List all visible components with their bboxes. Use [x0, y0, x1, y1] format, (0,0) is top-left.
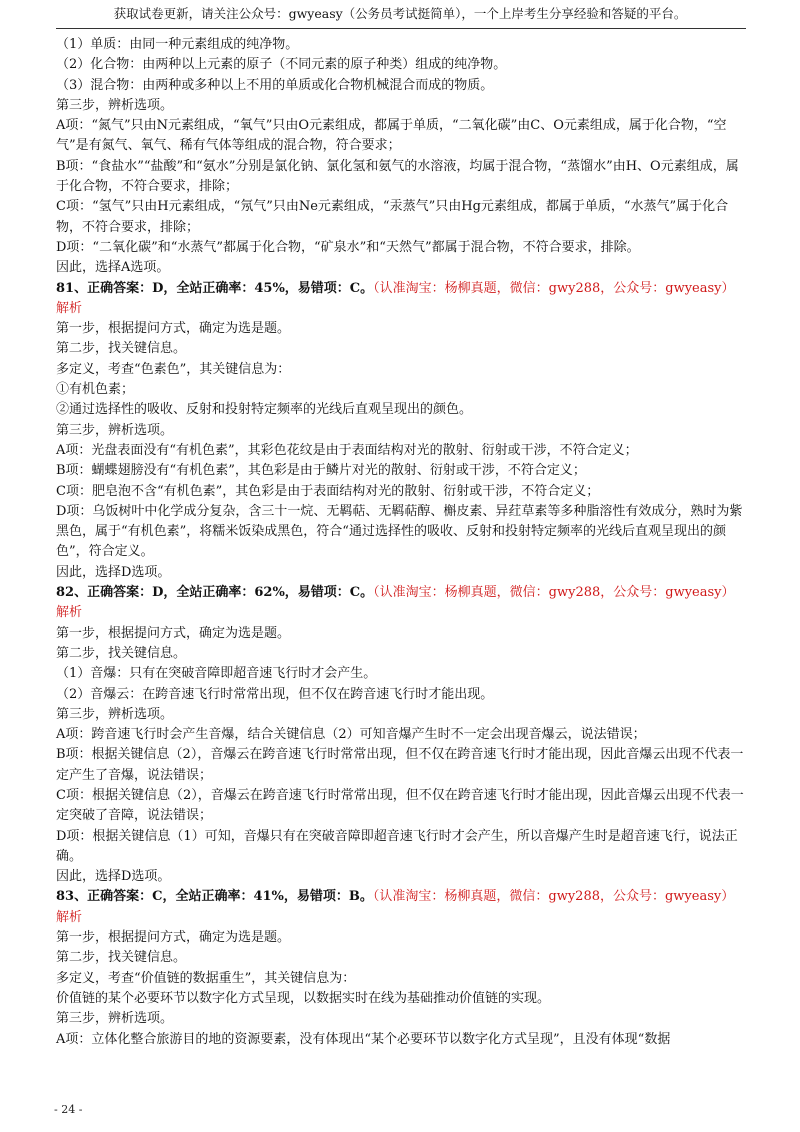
promo-note: （认准淘宝：杨柳真题，微信：gwy288，公众号：gwyeasy）	[372, 889, 735, 905]
paragraph: （3）混合物：由两种或多种以上不用的单质或化合物机械混合而成的物质。	[56, 77, 494, 93]
paragraph: 因此，选择D选项。	[56, 564, 171, 580]
header-rule	[56, 28, 746, 29]
promo-note: （认准淘宝：杨柳真题，微信：gwy288，公众号：gwyeasy）	[373, 280, 735, 296]
paragraph: 多定义，考查“色素色”，其关键信息为：	[56, 361, 291, 377]
paragraph: C项：肥皂泡不含“有机色素”，其色彩是由于表面结构对光的散射、衍射或干涉，不符合定义；	[56, 483, 600, 499]
paragraph: B项：蝴蝶翅膀没有“有机色素”，其色彩是由于鳞片对光的散射、衍射或干涉，不符合定义；	[56, 463, 586, 479]
paragraph: B项：“食盐水”“盐酸”和“氨水”分别是氯化钠、氯化氢和氨气的水溶液，均属于混合物，“蒸馏水”由H、O元素组成，属于化合物，不符合要求，排除；	[56, 158, 739, 195]
paragraph: D项：乌饭树叶中化学成分复杂，含三十一烷、无羁萜、无羁萜醇、槲皮素、异荭草素等多种脂溶性有效成分，熟时为紫黑色，属于“有机色素”，将糯米饭染成黑色，符合“通过选择性的吸收、反射和投射特定频率的光线后直观呈现出的颜色”，符合定义。	[56, 503, 743, 560]
paragraph: 第二步，找关键信息。	[56, 341, 187, 357]
paragraph: ①有机色素；	[56, 382, 135, 398]
paragraph: A项：跨音速飞行时会产生音爆，结合关键信息（2）可知音爆产生时不一定会出现音爆云，说法错误；	[56, 727, 646, 743]
analysis-label: 解析	[56, 300, 83, 316]
page-number: - 24 -	[54, 1103, 83, 1116]
paragraph: 多定义，考查“价值链的数据重生”，其关键信息为：	[56, 970, 356, 986]
paragraph: A项：立体化整合旅游目的地的资源要素，没有体现出“某个必要环节以数字化方式呈现”，且没有体现“数据	[56, 1031, 671, 1047]
page-body	[56, 35, 748, 1050]
paragraph: A项：光盘表面没有“有机色素”，其彩色花纹是由于表面结构对光的散射、衍射或干涉，不符合定义；	[56, 442, 638, 458]
paragraph: （1）音爆：只有在突破音障即超音速飞行时才会产生。	[56, 666, 377, 682]
paragraph: 第三步，辨析选项。	[56, 97, 174, 113]
paragraph: 第三步，辨析选项。	[56, 706, 174, 722]
paragraph: （1）单质：由同一种元素组成的纯净物。	[56, 37, 299, 52]
paragraph: 第一步，根据提问方式，确定为选是题。	[56, 930, 291, 946]
paragraph: 第一步，根据提问方式，确定为选是题。	[56, 625, 291, 641]
paragraph: （2）化合物：由两种以上元素的原子（不同元素的原子种类）组成的纯净物。	[56, 57, 507, 73]
paragraph: 第三步，辨析选项。	[56, 1011, 174, 1027]
paragraph: C项：根据关键信息（2），音爆云在跨音速飞行时常常出现，但不仅在跨音速飞行时才能出现，因此音爆云出现不代表一定突破了音障，说法错误；	[56, 787, 744, 824]
answer-line: 83、正确答案：C，全站正确率：41%，易错项：B。	[56, 889, 373, 905]
paragraph: 因此，选择A选项。	[56, 260, 170, 276]
page-header: 获取试卷更新，请关注公众号：gwyeasy（公务员考试挺简单），一个上岸考生分享经验和答疑的平台。	[113, 6, 687, 21]
paragraph: ②通过选择性的吸收、反射和投射特定频率的光线后直观呈现出的颜色。	[56, 402, 473, 418]
paragraph: 第二步，找关键信息。	[56, 645, 187, 661]
paragraph: 价值链的某个必要环节以数字化方式呈现，以数据实时在线为基础推动价值链的实现。	[56, 990, 551, 1006]
paragraph: （2）音爆云：在跨音速飞行时常常出现，但不仅在跨音速飞行时才能出现。	[56, 686, 494, 702]
answer-header-82	[56, 583, 748, 603]
paragraph: 第二步，找关键信息。	[56, 950, 187, 966]
answer-header-81	[56, 279, 748, 299]
answer-line: 82、正确答案：D，全站正确率：62%，易错项：C。	[56, 585, 374, 601]
paragraph: D项：“二氧化碳”和“水蒸气”都属于化合物，“矿泉水”和“天然气”都属于混合物，不符合要求，排除。	[56, 239, 640, 255]
answer-header-83	[56, 887, 748, 907]
paragraph: D项：根据关键信息（1）可知，音爆只有在突破音障即超音速飞行时才会产生，所以音爆产生时是超音速飞行，说法正确。	[56, 828, 738, 864]
promo-note: （认准淘宝：杨柳真题，微信：gwy288，公众号：gwyeasy）	[373, 585, 735, 601]
paragraph: 第三步，辨析选项。	[56, 422, 174, 438]
paragraph: 第一步，根据提问方式，确定为选是题。	[56, 321, 291, 337]
analysis-label: 解析	[56, 605, 83, 621]
paragraph: 因此，选择D选项。	[56, 869, 171, 885]
paragraph: A项：“氮气”只由N元素组成，“氧气”只由O元素组成，都属于单质，“二氧化碳”由C、O元素组成，属于化合物，“空气”是有氮气、氧气、稀有气体等组成的混合物，符合要求；	[56, 118, 727, 154]
answer-line: 81、正确答案：D，全站正确率：45%，易错项：C。	[56, 280, 374, 296]
paragraph: B项：根据关键信息（2），音爆云在跨音速飞行时常常出现，但不仅在跨音速飞行时才能出现，因此音爆云出现不代表一定产生了音爆，说法错误；	[56, 747, 744, 783]
paragraph: C项：“氢气”只由H元素组成，“氖气”只由Ne元素组成，“汞蒸气”只由Hg元素组成，都属于单质，“水蒸气”属于化合物，不符合要求，排除；	[56, 199, 729, 235]
analysis-label: 解析	[56, 909, 83, 925]
